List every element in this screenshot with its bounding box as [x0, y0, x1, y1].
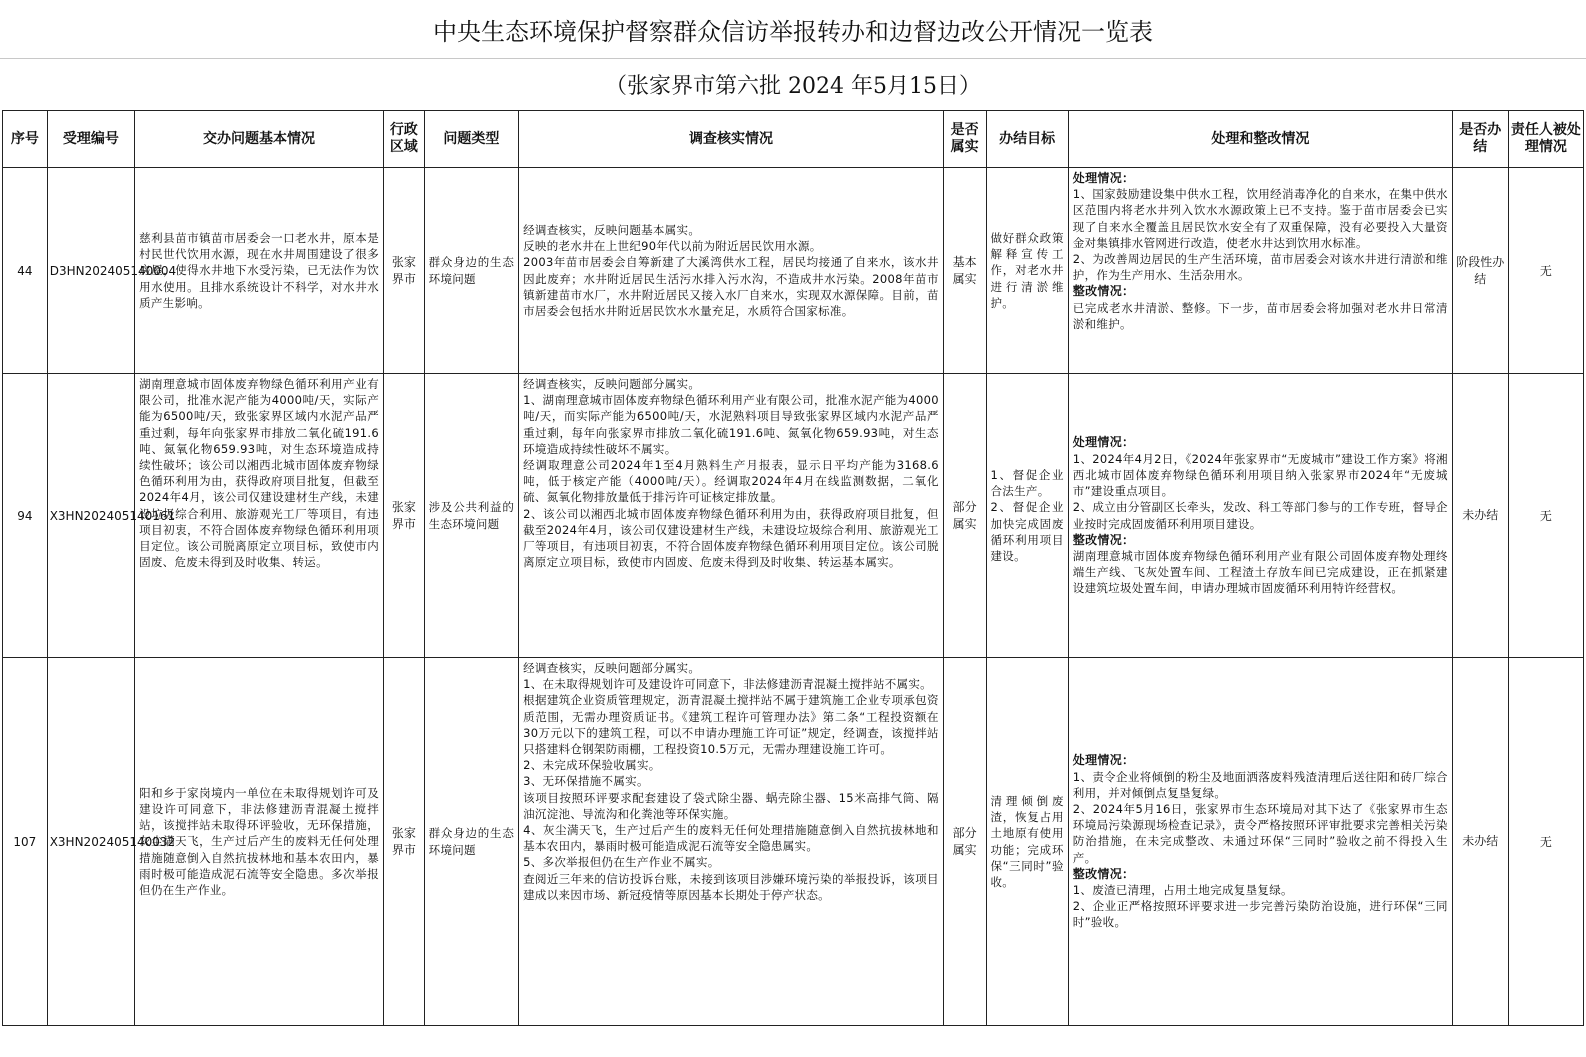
- header-investigation: 调查核实情况: [519, 111, 944, 168]
- header-problem: 交办问题基本情况: [135, 111, 384, 168]
- row-code: X3HN202405140032: [47, 658, 134, 1026]
- row-investigation: 经调查核实，反映问题基本属实。 反映的老水井在上世纪90年代以前为附近居民饮用水源。 2003年苗市居委会自筹新建了大溪湾供水工程，居民均接通了自来水，该水井因此废弃；水井附近居民生活污水排入污水沟，不造成井水污染。2008年苗市镇新建苗市水厂，水井附近居民又接入水厂自来水，实现双水源保障。目前，苗市居委会包括水井附近居民饮水水量充足，水质符合国家标准。: [519, 168, 944, 374]
- header-no: 序号: [3, 111, 48, 168]
- row-problem: 慈利县苗市镇苗市居委会一口老水井，原本是村民世代饮用水源，现在水井周围建设了很多房屋，使得水井地下水受污染，已无法作为饮用水使用。且排水系统设计不科学，对水井水质产生影响。: [135, 168, 384, 374]
- row-code: D3HN202405140004: [47, 168, 134, 374]
- row-region: 张家界市: [384, 658, 425, 1026]
- title-bar: [0, 0, 1586, 59]
- table-row: [3, 658, 1584, 1026]
- handling-text: 1、责令企业将倾倒的粉尘及地面洒落废料残渣清理后送往阳和砖厂综合利用，并对倾倒点复垦复绿。 2、2024年5月16日，张家界市生态环境局对其下达了《张家界市生态环境局污染源现场检查记录》，责令严格按照环评审批要求完善相关污染防治措施，在未完成整改、未通过环保“三同时”验收之前不得投入生产。: [1072, 769, 1448, 865]
- row-investigation: 经调查核实，反映问题部分属实。 1、在未取得规划许可及建设许可同意下，非法修建沥青混凝土搅拌站不属实。 根据建筑企业资质管理规定，沥青混凝土搅拌站不属于建筑施工企业专项承包资质范围，无需办理资质证书。《建筑工程许可管理办法》第二条“工程投资额在30万元以下的建筑工程，可以不申请办理施工许可证”规定，经调查，该搅拌站只搭建料仓钢架防雨棚，工程投资10.5万元，无需办理建设施工许可。 2、未完成环保验收属实。 3、无环保措施不属实。 该项目按照环评要求配套建设了袋式除尘器、蜗壳除尘器、15米高排气筒、隔油沉淀池、导流沟和化粪池等环保实施。 4、灰尘满天飞，生产过后产生的废料无任何处理措施随意倒入自然抗拔林地和基本农田内，暴雨时极可能造成泥石流等安全隐患属实。 5、多次举报但仍在生产作业不属实。 查阅近三年来的信访投诉台账，未接到该项目涉嫌环境污染的举报投诉，该项目建成以来因市场、新冠疫情等原因基本长期处于停产状态。: [519, 658, 944, 1026]
- rectify-text: 已完成老水井清淤、整修。下一步，苗市居委会将加强对老水井日常清淤和维护。: [1072, 300, 1448, 331]
- header-closed: 是否办结: [1452, 111, 1508, 168]
- row-region: 张家界市: [384, 374, 425, 658]
- row-no: 94: [3, 374, 48, 658]
- row-no: 44: [3, 168, 48, 374]
- row-punish: 无: [1508, 658, 1583, 1026]
- row-goal: 做好群众政策解释宣传工作，对老水井进行清淤维护。: [986, 168, 1068, 374]
- row-problem: 湖南理意城市固体废弃物绿色循环利用产业有限公司，批准水泥产能为4000吨/天，实际产能为6500吨/天，致张家界区域内水泥产品严重过剩，每年向张家界市排放二氧化硫191.6吨、氮氧化物659.93吨，对生态环境造成持续性破坏；该公司以湘西北城市固体废弃物绿色循环利用为由，获得政府项目批复，但截至2024年4月，该公司仅建设建材生产线，未建设垃圾综合利用、旅游观光工厂等项目，有违项目初衷，不符合固体废弃物绿色循环利用项目定位。该公司脱离原定立项目标，致使市内固废、危废未得到及时收集、转运。: [135, 374, 384, 658]
- row-type: 涉及公共利益的生态环境问题: [424, 374, 518, 658]
- row-goal: 1、督促企业合法生产。 2、督促企业加快完成固废循环利用项目建设。: [986, 374, 1068, 658]
- row-handling: [1068, 374, 1452, 658]
- row-problem: 阳和乡于家岗境内一单位在未取得规划许可及建设许可同意下，非法修建沥青混凝土搅拌站，该搅拌站未取得环评验收，无环保措施，灰尘满天飞，生产过后产生的废料无任何处理措施随意倒入自然抗拔林地和基本农田内，暴雨时极可能造成泥石流等安全隐患。多次举报但仍在生产作业。: [135, 658, 384, 1026]
- header-punish: 责任人被处理情况: [1508, 111, 1583, 168]
- row-verified: 部分属实: [943, 658, 986, 1026]
- row-type: 群众身边的生态环境问题: [424, 168, 518, 374]
- row-punish: 无: [1508, 168, 1583, 374]
- row-punish: 无: [1508, 374, 1583, 658]
- rectify-label: 整改情况：: [1072, 532, 1135, 547]
- row-goal: 清理倾倒废渣，恢复占用土地原有使用功能；完成环保“三同时”验收。: [986, 658, 1068, 1026]
- subtitle-bar: [0, 58, 1586, 110]
- row-type: 群众身边的生态环境问题: [424, 658, 518, 1026]
- row-closed: 未办结: [1452, 658, 1508, 1026]
- rectify-text: 1、废渣已清理，占用土地完成复垦复绿。 2、企业正严格按照环评要求进一步完善污染防治设施，进行环保“三同时”验收。: [1072, 883, 1448, 930]
- handling-label: 处理情况：: [1072, 753, 1135, 768]
- page-title: 中央生态环境保护督察群众信访举报转办和边督边改公开情况一览表: [433, 17, 1153, 46]
- header-code: 受理编号: [47, 111, 134, 168]
- row-verified: 基本属实: [943, 168, 986, 374]
- table-row: [3, 168, 1584, 374]
- row-code: X3HN202405140161: [47, 374, 134, 658]
- row-closed: 阶段性办结: [1452, 168, 1508, 374]
- rectify-text: 湖南理意城市固体废弃物绿色循环利用产业有限公司固体废弃物处理终端生产线、飞灰处置车间、工程渣土存放车间已完成建设，正在抓紧建设建筑垃圾处置车间，申请办理城市固废循环利用特许经营权。: [1072, 548, 1448, 596]
- rectify-label: 整改情况：: [1072, 284, 1135, 299]
- row-handling: [1068, 658, 1452, 1026]
- handling-label: 处理情况：: [1072, 171, 1135, 185]
- report-table: [2, 110, 1584, 1026]
- handling-text: 1、国家鼓励建设集中供水工程，饮用经消毒净化的自来水，在集中供水区范围内将老水井列入饮水水源政策上已不支持。鉴于苗市居委会已实现了自来水全覆盖且居民饮水安全有了双重保障，没有必要投入大量资金对集镇排水管网进行改造，使老水井达到饮用水标准。 2、为改善周边居民的生产生活环境，苗市居委会对该水井进行清淤和维护，作为生产用水、生活杂用水。: [1072, 187, 1448, 283]
- row-verified: 部分属实: [943, 374, 986, 658]
- row-handling: [1068, 168, 1452, 374]
- row-no: 107: [3, 658, 48, 1026]
- row-closed: 未办结: [1452, 374, 1508, 658]
- handling-label: 处理情况：: [1072, 435, 1135, 450]
- header-row: [3, 111, 1584, 168]
- page-subtitle: （张家界市第六批 2024 年5月15日）: [605, 73, 981, 99]
- header-type: 问题类型: [424, 111, 518, 168]
- header-handling: 处理和整改情况: [1068, 111, 1452, 168]
- header-goal: 办结目标: [986, 111, 1068, 168]
- handling-text: 1、2024年4月2日，《2024年张家界市“无废城市”建设工作方案》将湘西北城市固体废弃物绿色循环利用项目纳入张家界市2024年“无废城市”建设重点项目。 2、成立由分管副区长牵头，发改、科工等部门参与的工作专班，督导企业按时完成固废循环利用项目建设。: [1072, 451, 1448, 531]
- header-verified: 是否属实: [943, 111, 986, 168]
- table-row: [3, 374, 1584, 658]
- row-region: 张家界市: [384, 168, 425, 374]
- row-investigation: 经调查核实，反映问题部分属实。 1、湖南理意城市固体废弃物绿色循环利用产业有限公司，批准水泥产能为4000吨/天，而实际产能为6500吨/天，水泥熟料项目导致张家界区域内水泥产品严重过剩，每年向张家界市排放二氧化硫191.6吨、氮氧化物659.93吨，对生态环境造成持续性破坏不属实。 经调取理意公司2024年1至4月熟料生产月报表，显示日平均产能为3168.6吨，低于核定产能（4000吨/天）。经调取2024年4月在线监测数据，二氧化硫、氮氧化物排放量低于排污许可证核定排放量。 2、该公司以湘西北城市固体废弃物绿色循环利用为由，获得政府项目批复，但截至2024年4月，该公司仅建设建材生产线，未建设垃圾综合利用、旅游观光工厂等项目，有违项目初衷，不符合固体废弃物绿色循环利用项目定位。该公司脱离原定立项目标，致使市内固废、危废未得到及时收集、转运基本属实。: [519, 374, 944, 658]
- header-region: 行政区域: [384, 111, 425, 168]
- rectify-label: 整改情况：: [1072, 866, 1135, 881]
